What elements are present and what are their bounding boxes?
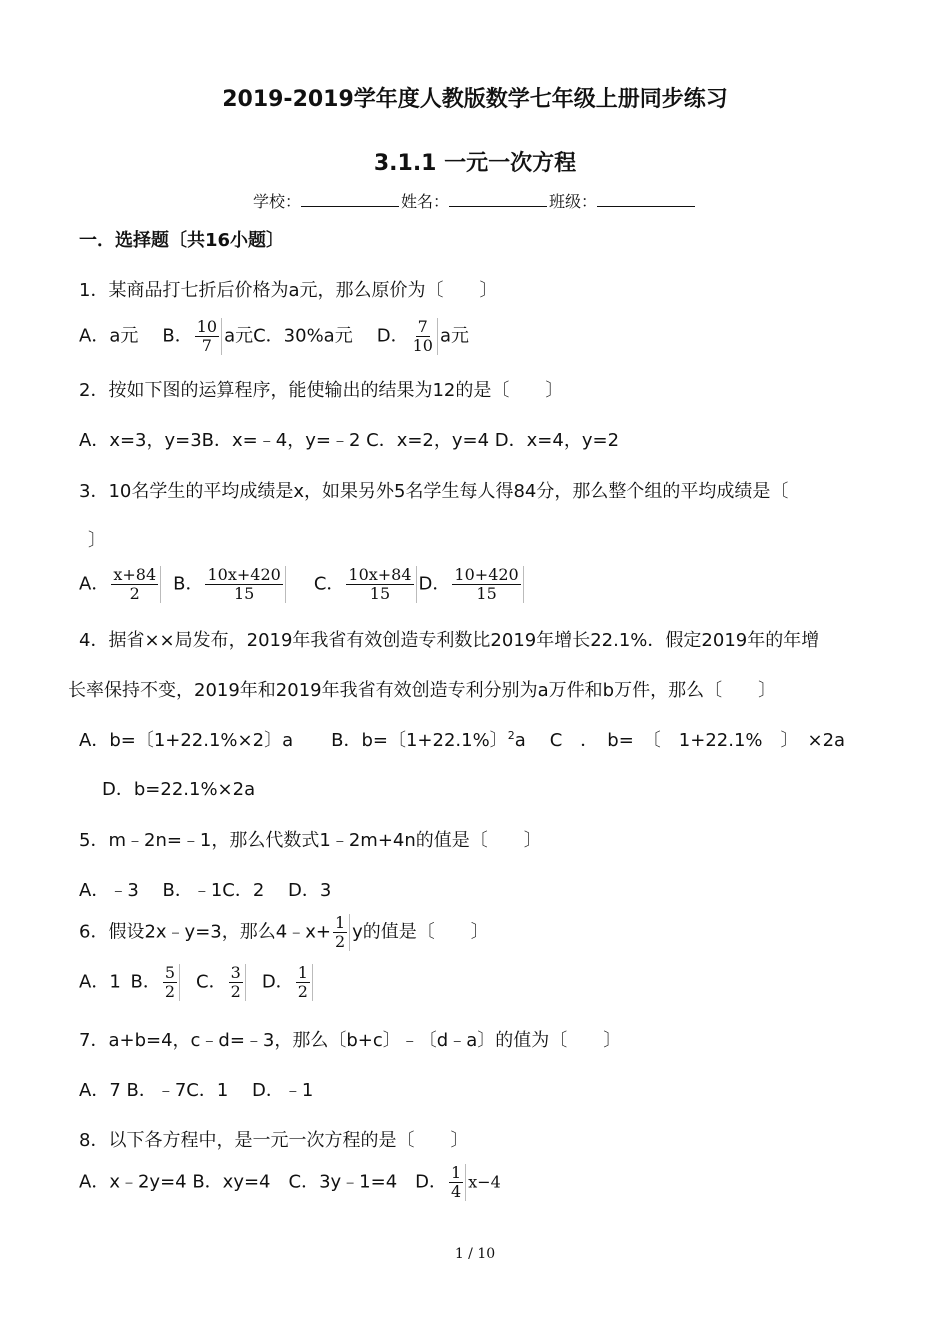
question-7-options: A．7 B．﹣7C．1 D．﹣1: [79, 1080, 314, 1101]
question-3-stem-end: 〕: [88, 530, 106, 551]
option-c-prefix: C．: [196, 971, 227, 993]
name-label: 姓名：: [400, 192, 449, 211]
question-4-options: [79, 726, 845, 752]
section-heading: 一．选择题〔共16小题〕: [79, 230, 285, 251]
fraction: $\frac{10x+84}{15}$: [346, 566, 416, 603]
school-blank: [301, 192, 399, 207]
school-label: 学校：: [252, 192, 301, 211]
fraction: $\frac{10}{7}$: [195, 318, 222, 355]
student-info-line: [0, 189, 950, 212]
question-5-options: A．﹣3 B．﹣1C．2 D．3: [79, 880, 332, 901]
fraction: $\frac{10x+420}{15}$: [205, 566, 285, 603]
stem-prefix: 6．假设2x﹣y=3，那么4﹣x+: [79, 921, 331, 943]
fraction: $\frac{x+84}{2}$: [111, 566, 161, 603]
option-b-prefix: B．: [130, 971, 161, 993]
question-4-stem: 4．据省××局发布，2019年我省有效创造专利数比2019年增长22.1%．假定2019年的年增: [79, 630, 820, 651]
question-7-stem: 7．a+b=4，c﹣d=﹣3，那么〔b+c〕﹣〔d﹣a〕的值为〔 〕: [79, 1030, 622, 1051]
name-blank: [449, 192, 547, 207]
option-b-suffix: a元C．30%a元: [224, 325, 353, 347]
fraction: $\frac{1}{2}$: [333, 914, 350, 951]
fraction: $\frac{3}{2}$: [229, 964, 246, 1001]
fraction: $\frac{1}{2}$: [296, 964, 313, 1001]
lesson-title: 3.1.1 一元一次方程: [373, 151, 577, 176]
option-a-prefix: A．: [79, 573, 110, 595]
option-a: A．b=〔1+22.1%×2〕a: [79, 730, 294, 751]
option-b-prefix: B．: [173, 573, 204, 595]
option-b-prefix: B．: [162, 325, 193, 347]
options-text: A．x﹣2y=4 B．xy=4 C．3y﹣1=4 D．: [79, 1171, 448, 1193]
class-blank: [597, 192, 695, 207]
question-3-options: [79, 566, 526, 603]
option-c-prefix: C．: [313, 573, 345, 595]
class-label: 班级：: [549, 192, 598, 211]
option-a: A．1: [79, 971, 127, 993]
option-d-prefix: D．: [418, 573, 451, 595]
question-5-stem: 5．m﹣2n=﹣1，那么代数式1﹣2m+4n的值是〔 〕: [79, 830, 542, 851]
option-d-prefix: D．: [261, 971, 294, 993]
fraction: $\frac{5}{2}$: [163, 964, 180, 1001]
fraction: $\frac{1}{4}$: [449, 1164, 466, 1201]
option-b-suffix: a: [514, 730, 526, 751]
question-4-option-d: D．b=22.1%×2a: [102, 779, 256, 800]
option-d-suffix: x−4: [468, 1172, 501, 1192]
page-number: 1 / 10: [454, 1246, 496, 1262]
question-3-stem: 3．10名学生的平均成绩是x，如果另外5名学生每人得84分，那么整个组的平均成绩是〔: [79, 481, 789, 502]
question-6-options: [79, 964, 315, 1001]
stem-suffix: y的值是〔 〕: [352, 921, 489, 943]
exponent: 2: [507, 729, 515, 742]
question-2-options: A．x=3，y=3B．x=﹣4，y=﹣2 C．x=2，y=4 D．x=4，y=2: [79, 430, 620, 451]
fraction: $\frac{10+420}{15}$: [452, 566, 523, 603]
fraction: $\frac{7}{10}$: [411, 318, 438, 355]
option-d-prefix: D．: [376, 325, 409, 347]
question-8-options: [79, 1164, 501, 1201]
document-title: 2019-2019学年度人教版数学七年级上册同步练习: [222, 87, 728, 112]
question-4-stem-cont: 长率保持不变，2019年和2019年我省有效创造专利分别为a万件和b万件，那么〔 〕: [68, 680, 777, 701]
question-6-stem: [79, 914, 489, 951]
option-c: C ． b= 〔 1+22.1% 〕 ×2a: [549, 730, 846, 751]
question-1-stem: 1．某商品打七折后价格为a元，那么原价为〔 〕: [79, 280, 498, 301]
option-a: A．a元: [79, 325, 139, 347]
option-d-suffix: a元: [439, 325, 469, 347]
option-b-prefix: B．b=〔1+22.1%〕: [331, 730, 508, 751]
question-8-stem: 8．以下各方程中，是一元一次方程的是〔 〕: [79, 1130, 469, 1151]
question-1-options: [79, 318, 469, 355]
question-2-stem: 2．按如下图的运算程序，能使输出的结果为12的是〔 〕: [79, 380, 564, 401]
